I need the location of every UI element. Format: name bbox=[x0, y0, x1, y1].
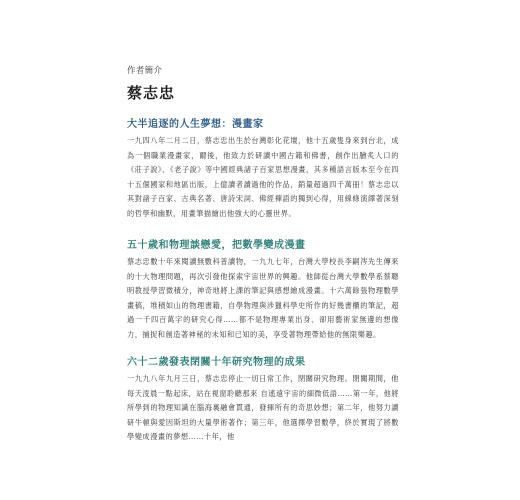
section-paragraph: 一九四八年二月二日，蔡志忠出生於台灣彰化花壇，他十五歲隻身來到台北，成為一個職業漫畫家，爾後，他致力於研讀中國古籍和佛書，創作出膾炙人口的《莊子說》、《老子說》等中國經典諸子百家思想漫畫，其多種語言版本至今在四十五個國家和地區出版，上億讀者讀過他的作品，銷量超過四千萬冊！蔡志忠以其對諸子百家、古典名著、唐詩宋詞、佛經禪語的獨到心得，用線條演繹著深刻的哲學和幽默，用畫筆描繪出他強大的心靈世界。 bbox=[127, 136, 399, 218]
section-heading: 五十歲和物理談戀愛，把數學變成漫畫 bbox=[127, 240, 306, 251]
author-intro-page bbox=[127, 66, 399, 445]
section-heading: 六十二歲發表閉關十年研究物理的成果 bbox=[127, 357, 306, 368]
section-heading: 大半追逐的人生夢想：漫畫家 bbox=[127, 119, 264, 130]
section-physics-love bbox=[127, 239, 399, 342]
author-name: 蔡志忠 bbox=[127, 84, 176, 102]
section-kicker: 作者簡介 bbox=[127, 66, 163, 76]
section-paragraph: 一九九八年九月三日，蔡志忠停止一切日常工作，閉關研究物理。閉關期間，他每天淩晨一點起床，站在視窗聆聽那來 自遙遠宇宙的細微低語……第一年，他將所學到的物理知識在腦海裏融會貫通，發揮所有的奇思妙想；第二年，他努力讀研牛頓與愛因斯坦的大量學術著作；第三年，他選擇學習數學，終於實現了將數學變成漫畫的夢想……十年，他 bbox=[127, 374, 399, 441]
section-paragraph: 蔡志忠數十年來閱讀無數科普讀物，一九九七年，台灣大學校長李嗣涔先生傳來的十大物理問題，再次引發他探索宇宙世界的興趣。他師從台灣大學數學系蔡聰明教授學習微積分，神奇地將上課的筆記與感想繪成漫畫。十六萬餘張物理數學畫稿，堆積如山的物理書籍，自學物理與涉獵科學史所作的好幾書櫃的筆記，超過一千四百萬字的研究心得……都不是物理專業出身、卻用藝術家無邊的想像力，捕捉和創造著神秘的未知和已知的美，享受著物理帶給他的無限樂趣。 bbox=[127, 257, 399, 339]
section-seclusion-results bbox=[127, 356, 399, 445]
section-dream-cartoonist bbox=[127, 118, 399, 221]
